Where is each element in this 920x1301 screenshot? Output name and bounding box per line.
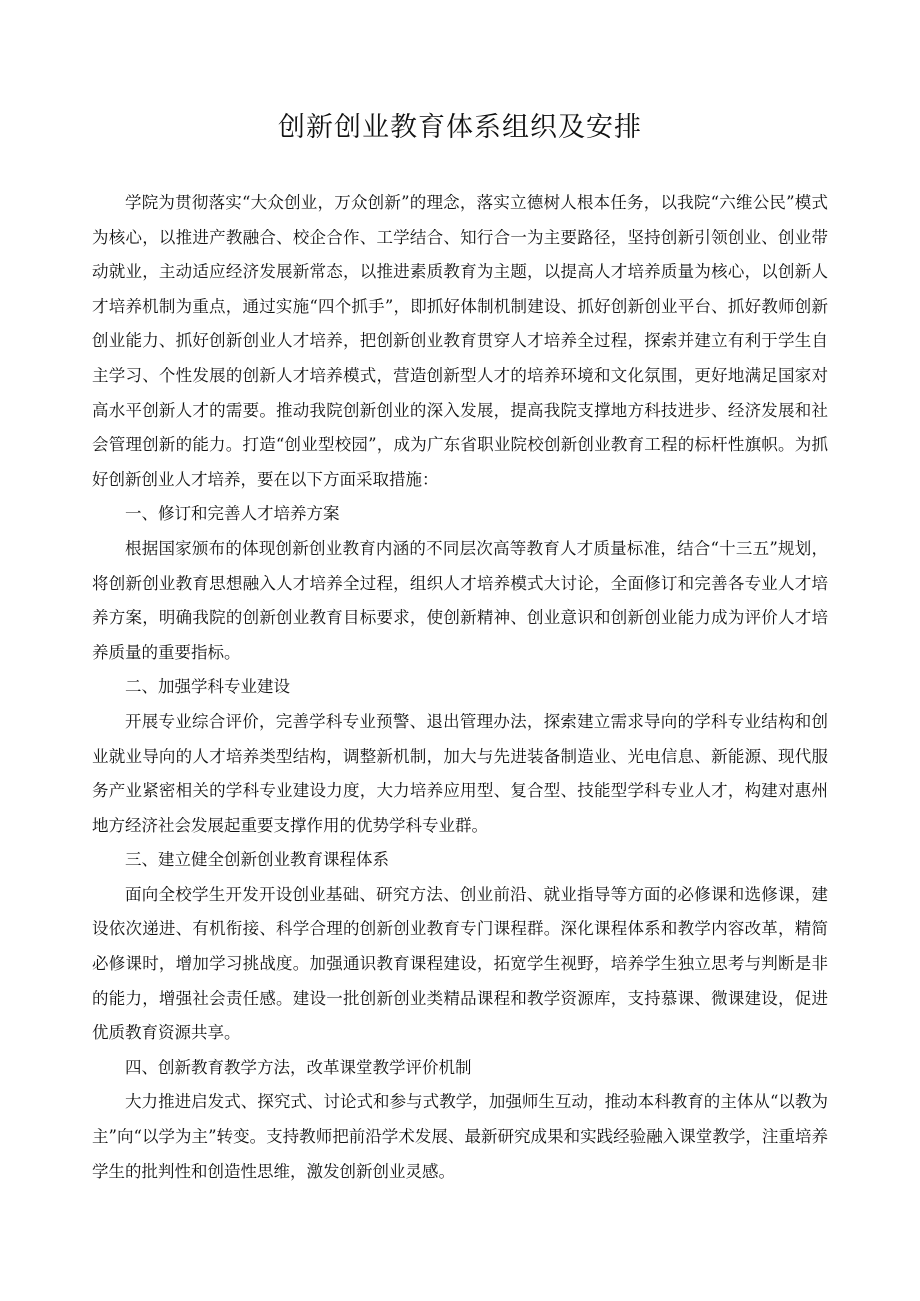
section-1-heading: 一、修订和完善人才培养方案 — [125, 504, 340, 524]
intro-paragraph: 学院为贯彻落实“大众创业，万众创新”的理念，落实立德树人根本任务，以我院“六维公民”模式为核心，以推进产教融合、校企合作、工学结合、知行合一为主要路径，坚持创新引领创业、创业带动就业，主动适应经济发展新常态，以推进素质教育为主题，以提高人才培养质量为核心，以创新人才培养机制为重点，通过实施“四个抓手”，即抓好体制机制建设、抓好创新创业平台、抓好教师创新创业能力、抓好创新创业人才培养，把创新创业教育贯穿人才培养全过程，探索并建立有利于学生自主学习、个性发展的创新人才培养模式，营造创新型人才的培养环境和文化氛围，更好地满足国家对高水平创新人才的需要。推动我院创新创业的深入发展，提高我院支撑地方科技进步、经济发展和社会管理创新的能力。打造“创业型校园”，成为广东省职业院校创新创业教育工程的标杆性旗帜。为抓好创新创业人才培养，要在以下方面采取措施： — [92, 193, 828, 489]
document-body — [92, 186, 828, 1189]
section-1-paragraph: 根据国家颁布的体现创新创业教育内涵的不同层次高等教育人才质量标准，结合“十三五”规划，将创新创业教育思想融入人才培养全过程，组织人才培养模式大讨论，全面修订和完善各专业人才培养方案，明确我院的创新创业教育目标要求，使创新精神、创业意识和创新创业能力成为评价人才培养质量的重要指标。 — [92, 538, 828, 662]
section-2-heading: 二、加强学科专业建设 — [125, 677, 290, 697]
page-title: 创新创业教育体系组织及安排 — [278, 112, 642, 143]
section-4-heading: 四、创新教育教学方法，改革课堂教学评价机制 — [125, 1057, 472, 1077]
section-2-paragraph: 开展专业综合评价，完善学科专业预警、退出管理办法，探索建立需求导向的学科专业结构和创业就业导向的人才培养类型结构，调整新机制，加大与先进装备制造业、光电信息、新能源、现代服务产业紧密相关的学科专业建设力度，大力培养应用型、复合型、技能型学科专业人才，构建对惠州地方经济社会发展起重要支撑作用的优势学科专业群。 — [92, 711, 828, 835]
section-3-heading: 三、建立健全创新创业教育课程体系 — [125, 850, 389, 870]
section-3-paragraph: 面向全校学生开发开设创业基础、研究方法、创业前沿、就业指导等方面的必修课和选修课，建设依次递进、有机衔接、科学合理的创新创业教育专门课程群。深化课程体系和教学内容改革，精简必修课时，增加学习挑战度。加强通识教育课程建设，拓宽学生视野，培养学生独立思考与判断是非的能力，增强社会责任感。建设一批创新创业类精品课程和教学资源库，支持慕课、微课建设，促进优质教育资源共享。 — [92, 884, 828, 1043]
section-4-paragraph: 大力推进启发式、探究式、讨论式和参与式教学，加强师生互动，推动本科教育的主体从“以教为主”向“以学为主”转变。支持教师把前沿学术发展、最新研究成果和实践经验融入课堂教学，注重培养学生的批判性和创造性思维，激发创新创业灵感。 — [92, 1092, 828, 1181]
